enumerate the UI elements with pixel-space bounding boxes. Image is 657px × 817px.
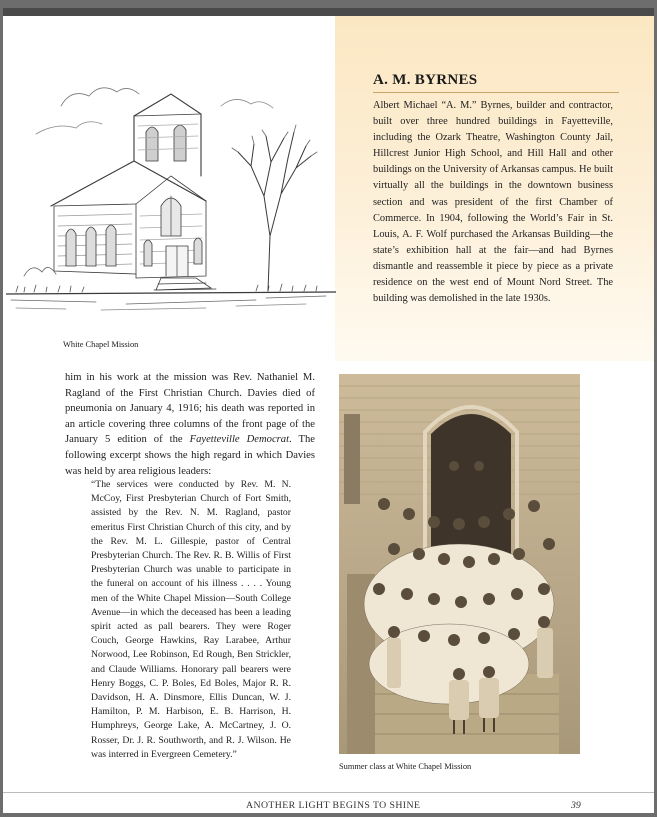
- book-page: [3, 8, 654, 813]
- footer-running-title: ANOTHER LIGHT BEGINS TO SHINE: [246, 800, 421, 811]
- body-text-after: . The following excerpt shows the high regard in which Davies was held by area religious leaders:: [65, 434, 315, 477]
- church-sketch-icon: [6, 66, 336, 334]
- body-paragraph: [65, 370, 315, 479]
- newspaper-title: Fayetteville Democrat: [189, 434, 290, 446]
- sidebar-rule: [373, 92, 619, 93]
- body-text-before: him in his work at the mission was Rev. Nathaniel M. Ragland of the First Christian Church. Davies died of pneumonia on January 4, 1916; his death was reported in an article covering three columns of the front page of the January 5 edition of the: [65, 372, 315, 446]
- page-number: 39: [571, 800, 581, 811]
- photo-caption: Summer class at White Chapel Mission: [339, 762, 472, 771]
- drawing-caption: White Chapel Mission: [63, 340, 139, 349]
- obituary-quote: “The services were conducted by Rev. M. N. McCoy, First Presbyterian Church of Fort Smith, assisted by the Rev. N. M. Ragland, pastor emeritus First Christian Church of this city, and by the Rev. M. L. Gillespie, pastor of Central Presbyterian Church. The Rev. R. B. Willis of First Presbyterian Church was unable to participate in the funeral on account of his illness . . . . Young men of the White Chapel Mission—South College Avenue—in which the deceased has been a leading spirit acted as pall bearers. They were Roger Couch, George Hawkins, Ray Larabee, Arthur Norwood, Lee Robinson, Ed Rough, Ben Strickler, and Claude Williams. Honorary pall bearers were Henry Boggs, C. P. Boles, Ed Boles, Major R. R. Davidson, H. A. Dinsmore, Ellis Duncan, W. J. Hamilton, P. M. Harbison, E. B. Harrison, H. Humphreys, George Lake, A. McCartney, J. O. Rosser, Dr. J. R. Southworth, and R. J. Wilson. He was interred in Evergreen Cemetery.”: [91, 479, 291, 760]
- sidebar-text: Albert Michael “A. M.” Byrnes, builder and contractor, built over three hundred buildings in Fayetteville, including the Ozark Theatre, Washington County Jail, Hillcrest Junior High School, and Hill Hall and other buildings on the University of Arkansas campus. He built virtually all the buildings in the downtown business section and was president of the first Chamber of Commerce. In 1904, following the World’s Fair in St. Louis, A. F. Wolf purchased the Arkansas Building—the state’s exhibition hall at the fair—and had Byrnes dismantle and reassemble it piece by piece as a private residence on the west end of Mount Nord Street. The building was demolished in the late 1930s.: [373, 100, 613, 305]
- class-group-photo-icon: [339, 374, 580, 754]
- footer-rule: [3, 792, 654, 793]
- sidebar-title: A. M. BYRNES: [373, 72, 478, 88]
- top-bar: [3, 8, 654, 16]
